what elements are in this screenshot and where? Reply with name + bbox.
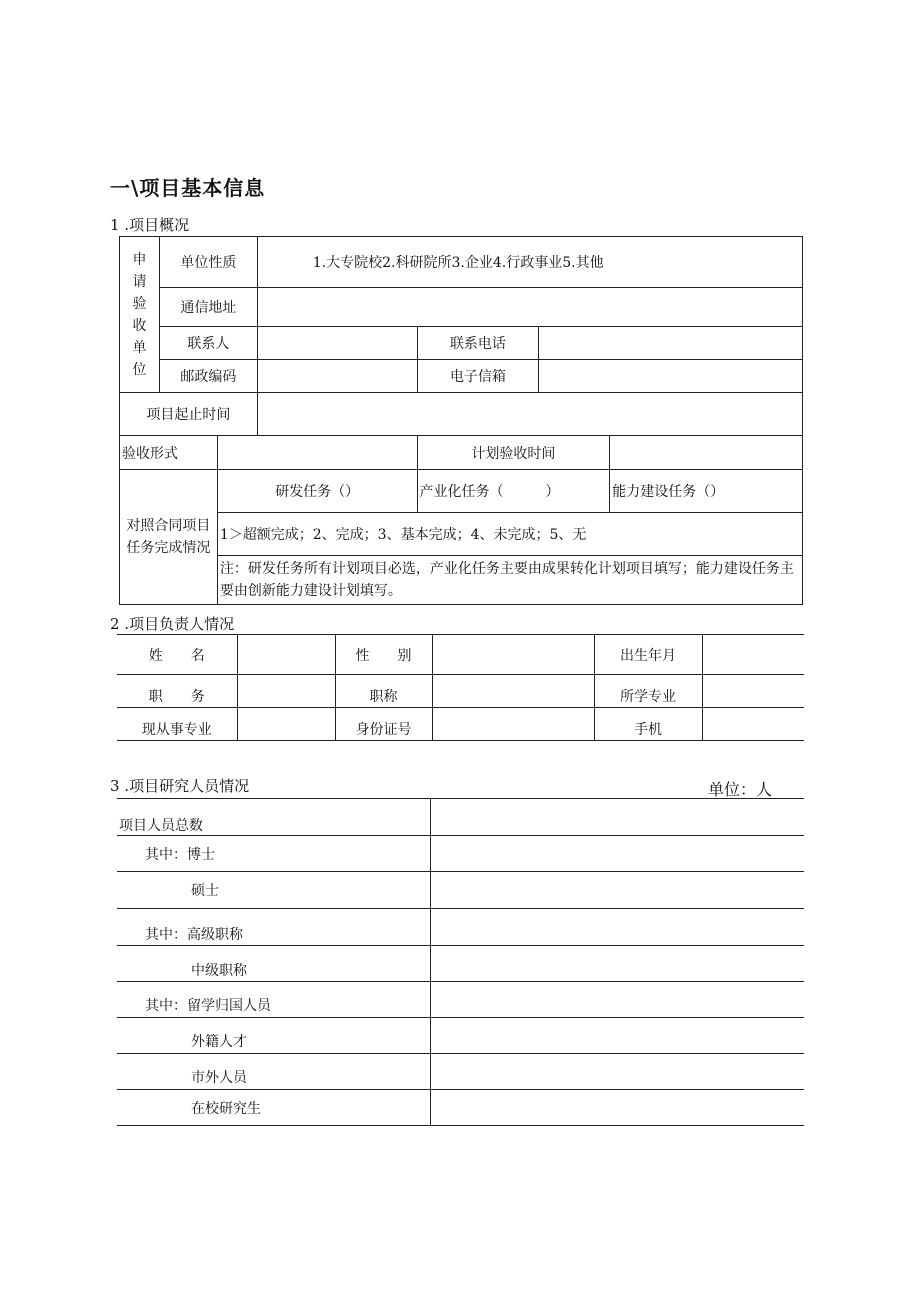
staff-row-label: 硕士 <box>117 872 430 909</box>
contact-label: 联系人 <box>159 327 257 360</box>
project-leader-table <box>117 634 804 741</box>
birth-field[interactable] <box>702 635 804 675</box>
staff-row-value[interactable] <box>430 872 804 909</box>
unit-nature-label: 单位性质 <box>159 237 257 288</box>
industrial-task-field[interactable]: 产业化任务（ ） <box>417 470 610 513</box>
rd-task-field[interactable]: 研发任务（） <box>217 470 417 513</box>
staff-row-label: 其中：留学归国人员 <box>117 982 430 1018</box>
contract-completion-label: 对照合同项目任务完成情况 <box>120 470 218 605</box>
address-field[interactable] <box>257 288 802 327</box>
staff-row-label: 其中：博士 <box>117 836 430 872</box>
staff-row-value[interactable] <box>430 1090 804 1126</box>
unit-label: 单位：人 <box>708 780 773 799</box>
postcode-label: 邮政编码 <box>159 360 257 393</box>
id-field[interactable] <box>432 708 594 741</box>
phone-label: 联系电话 <box>417 327 539 360</box>
id-label: 身份证号 <box>335 708 432 741</box>
staff-row-value[interactable] <box>430 1054 804 1090</box>
staff-row-label: 其中：高级职称 <box>117 909 430 946</box>
research-staff-title: 3 .项目研究人员情况 <box>110 777 250 795</box>
postcode-field[interactable] <box>257 360 417 393</box>
capacity-task-field[interactable]: 能力建设任务（） <box>610 470 803 513</box>
project-overview-table <box>119 236 803 605</box>
staff-row-value[interactable] <box>430 982 804 1018</box>
mobile-field[interactable] <box>702 708 804 741</box>
applicant-unit-label: 申 请 验 收 单 位 <box>120 237 160 393</box>
birth-label: 出生年月 <box>594 635 702 675</box>
current-major-field[interactable] <box>237 708 335 741</box>
staff-row-value[interactable] <box>430 946 804 982</box>
name-field[interactable] <box>237 635 335 675</box>
staff-row-label: 市外人员 <box>117 1054 430 1090</box>
staff-row-value[interactable] <box>430 1018 804 1054</box>
project-overview-title: 1 .项目概况 <box>110 216 190 234</box>
position-label: 职 务 <box>117 675 237 708</box>
major-label: 所学专业 <box>594 675 702 708</box>
email-field[interactable] <box>539 360 803 393</box>
title-label: 职称 <box>335 675 432 708</box>
section-heading: 一\项目基本信息 <box>110 176 266 200</box>
planned-time-label: 计划验收时间 <box>417 436 610 470</box>
staff-row-value[interactable] <box>430 836 804 872</box>
staff-row-label: 外籍人才 <box>117 1018 430 1054</box>
email-label: 电子信箱 <box>417 360 539 393</box>
current-major-label: 现从事专业 <box>117 708 237 741</box>
note-text: 注：研发任务所有计划项目必选，产业化任务主要由成果转化计划项目填写；能力建设任务主要由创新能力建设计划填写。 <box>217 556 802 605</box>
position-field[interactable] <box>237 675 335 708</box>
mobile-label: 手机 <box>594 708 702 741</box>
gender-field[interactable] <box>432 635 594 675</box>
title-field[interactable] <box>432 675 594 708</box>
planned-time-field[interactable] <box>610 436 803 470</box>
staff-row-label: 中级职称 <box>117 946 430 982</box>
staff-row-label: 项目人员总数 <box>117 799 430 836</box>
gender-label: 性 别 <box>335 635 432 675</box>
acceptance-form-label: 验收形式 <box>120 436 218 470</box>
staff-row-label: 在校研究生 <box>117 1090 430 1126</box>
major-field[interactable] <box>702 675 804 708</box>
period-field[interactable] <box>257 393 802 436</box>
name-label: 姓 名 <box>117 635 237 675</box>
research-staff-table <box>117 798 804 1126</box>
staff-row-value[interactable] <box>430 909 804 946</box>
acceptance-form-field[interactable] <box>217 436 417 470</box>
phone-field[interactable] <box>539 327 803 360</box>
completion-options: 1＞超额完成；2、完成；3、基本完成；4、未完成；5、无 <box>217 513 802 556</box>
unit-nature-options[interactable]: 1.大专院校2.科研院所3.企业4.行政事业5.其他 <box>257 237 802 288</box>
staff-row-value[interactable] <box>430 799 804 836</box>
period-label: 项目起止时间 <box>120 393 258 436</box>
address-label: 通信地址 <box>159 288 257 327</box>
contact-field[interactable] <box>257 327 417 360</box>
project-leader-title: 2 .项目负责人情况 <box>110 615 235 633</box>
